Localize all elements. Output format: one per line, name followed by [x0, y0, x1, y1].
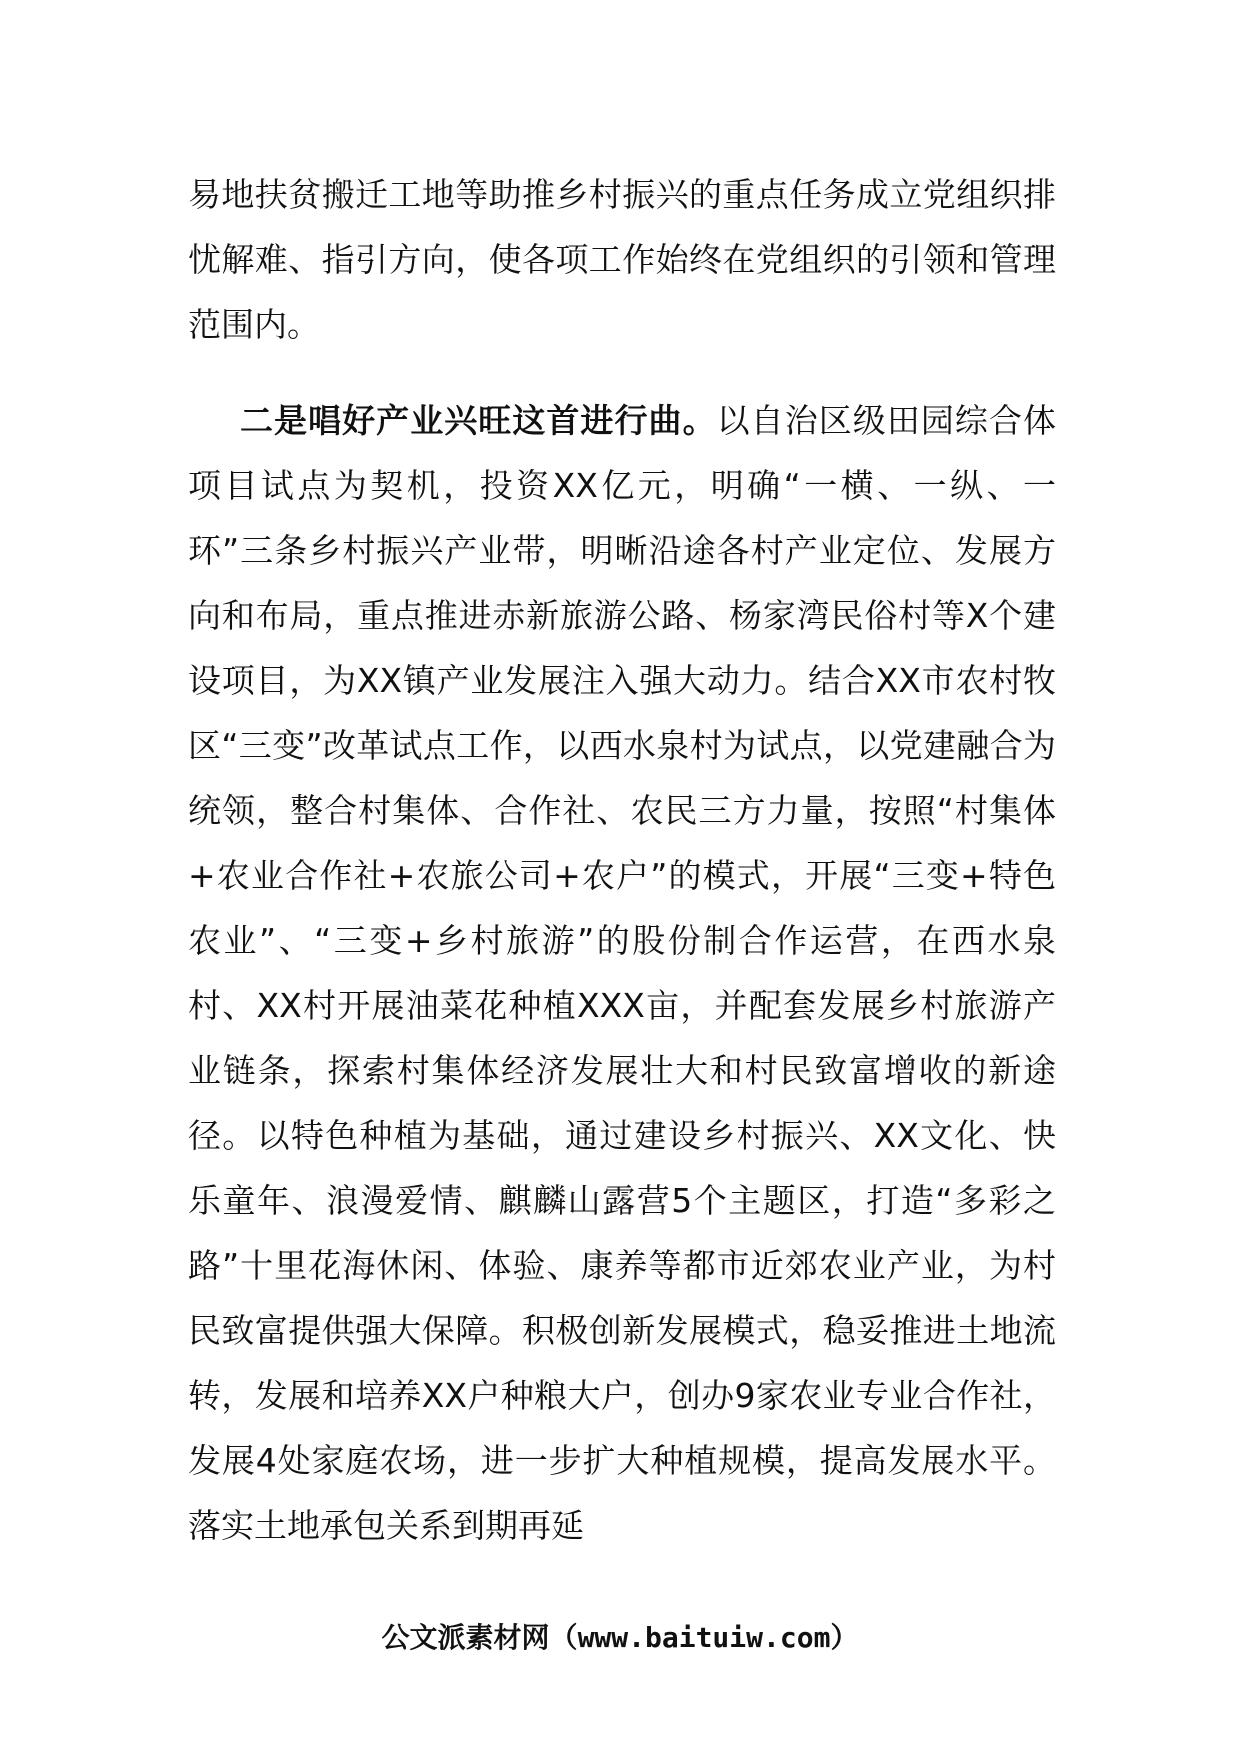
footer-watermark [0, 1618, 1240, 1658]
paragraph-industry [188, 388, 1056, 1558]
footer-close-paren: ） [830, 1621, 859, 1654]
footer-site-name: 公文派素材网（ [381, 1621, 578, 1654]
paragraph-body: 以自治区级田园综合体项目试点为契机，投资XX亿元，明确“一横、一纵、一环”三条乡村振兴产业带，明晰沿途各村产业定位、发展方向和布局，重点推进赤新旅游公路、杨家湾民俗村等X个建设项目，为XX镇产业发展注入强大动力。结合XX市农村牧区“三变”改革试点工作，以西水泉村为试点，以党建融合为统领，整合村集体、合作社、农民三方力量，按照“村集体+农业合作社+农旅公司+农户”的模式，开展“三变+特色农业”、“三变+乡村旅游”的股份制合作运营，在西水泉村、XX村开展油菜花种植XXX亩，并配套发展乡村旅游产业链条，探索村集体经济发展壮大和村民致富增收的新途径。以特色种植为基础，通过建设乡村振兴、XX文化、快乐童年、浪漫爱情、麒麟山露营5个主题区，打造“多彩之路”十里花海休闲、体验、康养等都市近郊农业产业，为村民致富提供强大保障。积极创新发展模式，稳妥推进土地流转，发展和培养XX户种粮大户，创办9家农业专业合作社，发展4处家庭农场，进一步扩大种植规模，提高发展水平。落实土地承包关系到期再延 [188, 401, 1057, 1545]
paragraph-heading: 二是唱好产业兴旺这首进行曲。 [240, 401, 717, 440]
paragraph-continuation: 易地扶贫搬迁工地等助推乡村振兴的重点任务成立党组织排忧解难、指引方向，使各项工作始终在党组织的引领和管理范围内。 [188, 175, 1056, 344]
footer-url[interactable]: www.baituiw.com [577, 1621, 831, 1654]
